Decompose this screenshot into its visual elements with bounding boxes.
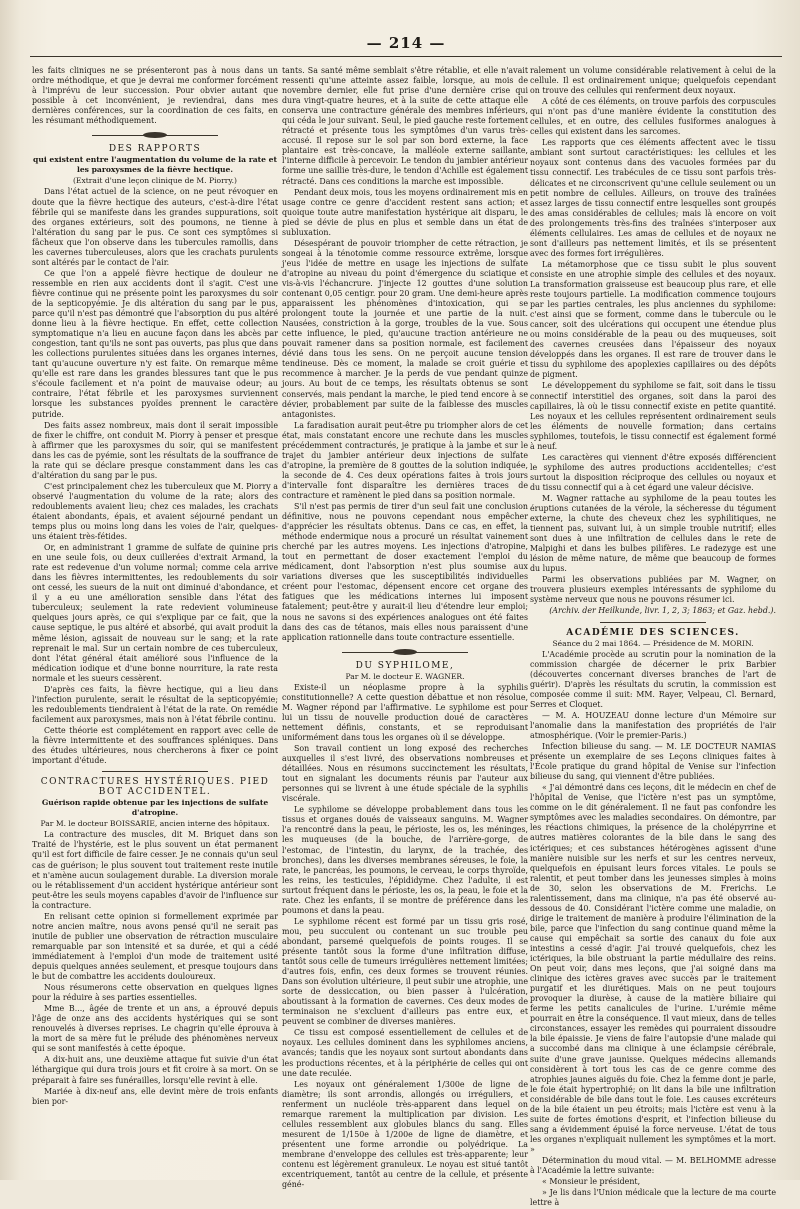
paragraph: Les caractères qui viennent d'être exposés différencient le syphilome des autres productions accidentelles; c'est surtout la disposition réciproque des cellules ou noyaux et du tissu connectif qui a à cet égard une valeur décisive. — [530, 452, 776, 492]
paragraph: Cette théorie est complétement en rapport avec celle de la fièvre intermittente et des souffrances spléniques. Dans des études ultérieures, nous chercherons à fixer ce point important d'étude. — [32, 725, 278, 766]
section-ornament — [342, 649, 468, 655]
paragraph: Or, en administrant 1 gramme de sulfate de quinine pris en une seule fois, ou deux cuillerées d'extrait Armand, la rate est redevenue d'un volume normal; comme cela arrive dans les fièvres intermittentes, les redoublements du soir ont cessé, les sueurs de la nuit ont diminué d'abondance, et il y a eu une amélioration sensible dans l'état des tuberculeux; seulement la rate redevient volumineuse quelques jours après, ce qui s'explique par ce fait, que la cause septique, le pus altéré et absorbé, qui avait produit la même lésion, agissait de nouveau sur le sang; et la rate reprenait le mal. Sur un certain nombre de ces tuberculeux, dont l'état général était amélioré sous l'influence de la médication iodique et d'une bonne nourriture, la rate resta normale et les sueurs cessèrent. — [32, 543, 278, 683]
paragraph: Mme B..., âgée de trente et un ans, a éprouvé depuis l'âge de onze ans des accidents hystériques qui se sont renouvelés à diverses reprises. Le chagrin qu'elle éprouva à la mort de sa mère fut le prélude des phénomènes nerveux qui se sont manifestés à cette époque. — [32, 1004, 278, 1054]
paragraph: Désespérant de pouvoir triompher de cette rétraction, je songeai à la ténotomie comme ressource extrême, lorsque j'eus l'idée de mettre en usage les injections de sulfate d'atropine au niveau du point d'émergence du sciatique et vis-à-vis l'échancrure. J'injecte 12 gouttes d'une solution contenant 0,05 centigr. pour 20 gram. Une demi-heure après apparaissent les phénomènes d'intoxication, qui se prolongent toute la journée et une partie de la nuit. Nausées, constriction à la gorge, troubles de la vue. Sous cette influence, le pied, qu'aucune traction antérieure ne pouvait ramener dans sa position normale, est facilement dévié dans tous les sens. On ne perçoit aucune tension tendineuse. Dès ce moment, la malade se croit guérie et recommence à marcher. Je la perds de vue pendant quinze jours. Au bout de ce temps, les résultats obtenus se sont conservés, mais pendant la marche, le pied tend encore à se dévier, probablement par suite de la faiblesse des muscles antagonistes. — [282, 238, 528, 419]
paragraph: Le syphilome récent est formé par un tissu gris rosé, mou, peu succulent ou contenant un suc trouble peu abondant, parsemé quelquefois de points rouges. Il se présente tantôt sous la forme d'une infiltration diffuse, tantôt sous celle de tumeurs irrégulières nettement limitées; d'autres fois, enfin, ces deux formes se trouvent réunies. Dans son évolution ultérieure, il peut subir une atrophie, une sorte de dessiccation, ou bien passer à l'ulcération, aboutissant à la formation de cavernes. Ces deux modes de terminaison ne s'excluent d'ailleurs pas entre eux, et peuvent se combiner de diverses manières. — [282, 916, 528, 1027]
paragraph: La contracture des muscles, dit M. Briquet dans son Traité de l'hystérie, est le plus souvent un état permanent qu'il est fort difficile de faire cesser. Je ne connais qu'un seul cas de guérison; le plus souvent tout traitement reste inutile et n'amène aucun soulagement durable. La diversion morale ou le rétablissement d'un accident hystérique antérieur sont peut-être les seuls moyens capables d'avoir de l'influence sur la contracture. — [32, 830, 278, 910]
paragraph: Ce que l'on a appelé fièvre hectique de douleur ne ressemble en rien aux accidents dont il s'agit. C'est une fièvre continue qui ne présente point les paroxysmes du soir de la septicopyémie. Je dis altération du sang par le pus, parce qu'il n'est pas démontré que l'absorption du pus altéré donne lieu à la fièvre hectique. En effet, cette collection symptomatique n'a lieu en aucune façon dans les abcès par congestion, tant qu'ils ne sont pas ouverts, pas plus que dans les collections purulentes situées dans les organes internes, tant qu'aucune ouverture n'y est faite. On remarque même qu'elle est rare dans les grandes blessures tant que le pus s'écoule facilement et n'a point de mauvaise odeur; au contraire, l'état fébrile et les paroxysmes surviennent lorsque les substances pyoïdes prennent le caractère putride. — [32, 268, 278, 419]
paragraph: Nous résumerons cette observation en quelques lignes pour la réduire à ses parties essentielles. — [32, 983, 278, 1003]
article-byline: Séance du 2 mai 1864. — Présidence de M. MORIN. — [552, 638, 754, 648]
paragraph: Mariée à dix-neuf ans, elle devint mère de trois enfants bien por- — [32, 1086, 278, 1106]
paragraph: En relisant cette opinion si formellement exprimée par notre ancien maître, nous avons pensé qu'il ne serait pas inutile de publier une observation de rétraction musculaire remarquable par son intensité et sa durée, et qui a cédé immédiatement à l'emploi d'un mode de traitement usité depuis quelques années seulement, et presque toujours dans le but de combattre les accidents douloureux. — [32, 911, 278, 982]
article-byline: Par M. le docteur E. WAGNER. — [345, 671, 465, 681]
paragraph: La métamorphose que ce tissu subit le plus souvent consiste en une atrophie simple des cellules et des noyaux. La transformation graisseuse est beaucoup plus rare, et elle reste toujours partielle. La modification commence toujours par les parties centrales, les plus anciennes du syphilome: c'est ainsi que se forment, comme dans le tubercule ou le cancer, soit des ulcérations qui occupent une étendue plus ou moins considérable de la peau ou des muqueuses, soit des cavernes creusées dans l'épaisseur des noyaux développés dans les organes. Il est rare de trouver dans le tissu du syphilome des apoplexies capillaires ou des dépôts de pigment. — [530, 259, 776, 380]
paragraph: D'après ces faits, la fièvre hectique, qui a lieu dans l'infection purulente, serait le résultat de la septicopyémie; les redoublements tiendraient à l'état de la rate. On remédie facilement aux paroxysmes, mais non à l'état fébrile continu. — [32, 684, 278, 724]
paragraph: Le syphilome se développe probablement dans tous les tissus et organes doués de vaisseaux sanguins. M. Wagner l'a rencontré dans la peau, le périoste, les os, les méninges, les muqueuses (de la bouche, de l'arrière-gorge, de l'estomac, de l'intestin, du larynx, de la trachée, des bronches), dans les diverses membranes séreuses, le foie, la rate, le pancréas, les poumons, le cerveau, le corps thyroïde, les reins, les testicules, l'épididyme. Chez l'adulte, il est surtout fréquent dans le périoste, les os, la peau, le foie et la rate. Chez les enfants, il se montre de préférence dans les poumons et dans la peau. — [282, 805, 528, 915]
article-subtitle: qui existent entre l'augmentation du volume de la rate et les paroxysmes de la fièvre hectique. — [33, 155, 277, 175]
paragraph: « J'ai démontré dans ces leçons, dit le médecin en chef de l'hôpital de Venise, que l'ictère n'est pas un symptôme, comme on le dit généralement. Il ne faut pas confondre les symptômes avec les maladies secondaires. On démontre, par les réactions chimiques, la présence de la cholépyrrine et autres matières colorantes de la bile dans le sang des ictériques; et ces substances hétérogènes agissent d'une manière nuisible sur les nerfs et sur les centres nerveux, quelquefois en épuisant leurs forces vitales. Le pouls se ralentit, et peut tomber dans les jeunesses simples à moins de 30, selon les observations de M. Frerichs. Le ralentissement, dans ma clinique, n'a pas été observé au-dessous de 40. Considérant l'ictère comme une maladie, on dirige le traitement de manière à produire l'élimination de la bile, parce que l'infection du sang continue quand même la cause qui empêchait sa sortie des canaux du foie aux intestins a cessé d'agir. J'ai trouvé quelquefois, chez les ictériques, la bile obstruant la partie médullaire des reins. On peut voir, dans mes leçons, que j'ai soigné dans ma clinique des ictères graves avec succès par le traitement purgatif et les diurétiques. Mais on ne peut toujours provoquer la diurèse, à cause de la matière biliaire qui ferme les petits canalicules de l'urine. L'urémie même pourrait en être la conséquence. Il vaut mieux, dans de telles circonstances, essayer les remèdes qui pourraient dissoudre la bile épaissie. Je viens de faire l'autopsie d'une malade qui a succombé dans ma clinique à une éclampsie cérébrale, suite d'une grave jaunisse. Quelques médecins allemands considèrent à tort tous les cas de ce genre comme des atrophies jaunes aiguës du foie. Chez la femme dont je parle, le foie était hypertrophié; on lit dans la bile une infiltration considérable de bile dans tout le foie. Les causes excréteurs de la bile étaient un peu étroits; mais l'ictère est venu à la suite de fortes émotions d'esprit, et l'infection bilieuse du sang a évidemment épuisé la force nerveuse. L'état de tous les organes n'expliquait nullement les symptômes et la mort. » — [530, 783, 776, 1154]
article-byline: (Extrait d'une leçon clinique de M. Piorry.) — [72, 176, 238, 186]
article-title: DU SYPHILOME, — [355, 660, 455, 671]
paragraph: — M. A. HOUZEAU donne lecture d'un Mémoire sur l'anomalie dans la manifestation des propriétés de l'air atmosphérique. (Voir le premier-Paris.) — [530, 710, 776, 740]
paragraph: La faradisation aurait peut-être pu triompher alors de cet état, mais constatant encore une rechute dans les muscles précédemment contracturés, je pratique à la jambe et sur le trajet du jambier antérieur deux injections de sulfate d'atropine, la première de 8 gouttes de la solution indiquée, la seconde de 4. Ces deux opérations faites à trois jours d'intervalle font disparaître les dernières traces de contracture et ramènent le pied dans sa position normale. — [282, 420, 528, 500]
section-ornament — [92, 132, 218, 138]
page-edge-shadow — [0, 0, 20, 1180]
paragraph: « Monsieur le président, — [542, 1177, 641, 1187]
column-3 — [530, 66, 776, 1209]
paragraph: ralement un volume considérable relativement à celui de la cellule. Il est ordinairement unique; quelquefois cependant on trouve des cellules qui renferment deux noyaux. — [530, 66, 776, 96]
article-title: ACADÉMIE DES SCIENCES. — [566, 627, 740, 638]
paragraph: » Je lis dans l'Union médicale que la lecture de ma courte lettre à — [530, 1188, 776, 1208]
paragraph: tants. Sa santé même semblait s'être rétablie, et elle n'avait ressenti qu'une atteinte assez faible, lorsque, au mois de novembre dernier, elle fut prise d'une dernière crise qui dura vingt-quatre heures, et à la suite de cette attaque elle conserva une contracture générale des membres inférieurs, qui céda le jour suivant. Seul, le pied gauche reste fortement rétracté et présente tous les symptômes d'un varus très-accusé. Il repose sur le sol par son bord externe, la face plantaire est très-concave, la malléole externe saillante, l'interne difficile à percevoir. Le tendon du jambier antérieur forme une saillie très-dure, le tendon d'Achille est également rétracté. Dans ces conditions la marche est impossible. — [282, 66, 528, 186]
paragraph: Des faits assez nombreux, mais dont il serait impossible de fixer le chiffre, ont conduit M. Piorry à penser et presque à affirmer que les paroxysmes du soir, qui se manifestent dans les cas de pyémie, sont les résultats de la souffrance de la rate qui se déclare presque constamment dans les cas d'altération du sang par le pus. — [32, 420, 278, 480]
section-divider — [600, 622, 706, 623]
article-subtitle: Guérison rapide obtenue par les injections de sulfate d'atropine. — [41, 798, 269, 818]
article-byline: Par M. le docteur BOISSARIE, ancien interne des hôpitaux. — [40, 819, 270, 829]
paragraph: A côté de ces éléments, on trouve parfois des corpuscules qui n'ont pas d'une manière évidente la constitution des cellules, et en outre, des cellules fusiformes analogues à celles qui existent dans les sarcomes. — [530, 97, 776, 137]
page-header — [30, 34, 782, 57]
article-title: DES RAPPORTS — [108, 144, 202, 155]
paragraph: Parmi les observations publiées par M. Wagner, on trouvera plusieurs exemples intéressants de syphilome du système nerveux que nous ne pouvons résumer ici. — [530, 575, 776, 605]
column-1 — [32, 66, 278, 1108]
paragraph: Les rapports que ces éléments affectent avec le tissu ambiant sont surtout caractéristiques: les cellules et les noyaux sont contenus dans des vacuoles formées par du tissu connectif. Les trabécules de ce tissu sont parfois très-délicates et ne circonscrivent qu'une cellule seulement ou un petit nombre de cellules. Ailleurs, on trouve des traînées assez larges de tissu connectif entre lesquelles sont groupés des amas considérables de cellules; mais là encore on voit des prolongements très-fins des traînées s'interposer aux éléments cellulaires. Les amas de cellules et de noyaux ne sont d'ailleurs pas nettement limités, et ils se présentent avec des formes fort irrégulières. — [530, 138, 776, 258]
paragraph: Détermination du moud vital. — M. BELHOMME adresse à l'Académie la lettre suivante: — [530, 1155, 776, 1176]
paragraph: les faits cliniques ne se présenteront pas à nous dans un ordre méthodique, et que je devrai me conformer forcément à l'imprévu de leur succession. Pour obvier autant que possible à cet inconvénient, je reviendrai, dans mes dernières conférences, sur la coordination de ces faits, en les résumant méthodiquement. — [32, 66, 278, 126]
paragraph: A dix-huit ans, une deuxième attaque fut suivie d'un état léthargique qui dura trois jours et fit croire à sa mort. On se préparait à faire ses funérailles, lorsqu'elle revint à elle. — [32, 1055, 278, 1085]
paragraph: C'est principalement chez les tuberculeux que M. Piorry a observé l'augmentation du volume de la rate; alors des redoublements avaient lieu; chez ces malades, les crachats étaient abondants, épais, et avaient séjourné pendant un temps plus ou moins long dans les voies de l'air, quelques-uns étaient très-fétides. — [32, 481, 278, 542]
paragraph: M. Wagner rattache au syphilome de la peau toutes les éruptions cutanées de la vérole, la sécheresse du tégument externe, la chute des cheveux chez les syphilitiques, ne tiennent pas, suivant lui, à un simple trouble nutritif; elles sont dues à une infiltration de cellules dans le rete de Malpighi et dans les bulbes pilifères. Le radezyge est une lésion de même nature, de même que beaucoup de formes du lupus. — [530, 493, 776, 574]
source-citation: (Archiv. der Heilkunde, livr. 1, 2, 3; 1863; et Gaz. hebd.). — [549, 606, 776, 616]
paragraph: Le développement du syphilome se fait, soit dans le tissu connectif interstitiel des organes, soit dans la paroi des capillaires, là où le tissu connectif existe en petite quantité. Les noyaux et les cellules représentent ordinairement seuls les éléments de nouvelle formation; dans certains syphilomes, toutefois, le tissu connectif est également formé à neuf. — [530, 381, 776, 451]
paragraph: Dans l'état actuel de la science, on ne peut révoquer en doute que la fièvre hectique des auteurs, c'est-à-dire l'état fébrile qui se manifeste dans les grandes suppurations, soit des organes extérieurs, soit des poumons, ne tienne à l'altération du sang par le pus. Ce sont ces symptômes si fâcheux que l'on observe dans les tubercules ramollis, dans les cavernes tuberculeuses, alors que les crachats purulents sont altérés par le contact de l'air. — [32, 187, 278, 267]
page-number: — 214 — — [366, 34, 446, 52]
section-divider — [102, 771, 208, 772]
paragraph: Ce tissu est composé essentiellement de cellules et de noyaux. Les cellules dominent dans les syphilomes anciens, avancés; tandis que les noyaux sont surtout abondants dans les productions récentes, et à la périphérie de celles qui ont une date reculée. — [282, 1028, 528, 1078]
article-title: CONTRACTURES HYSTÉRIQUES. PIED BOT ACCIDENTEL. — [40, 777, 270, 798]
paragraph: S'il n'est pas permis de tirer d'un seul fait une conclusion définitive, nous ne pouvons cependant nous empêcher d'apprécier les résultats obtenus. Dans ce cas, en effet, la méthode endermique nous a procuré un résultat vainement cherché par les autres moyens. Les injections d'atropine, tout en permettant de doser exactement l'emploi du médicament, dont l'absorption n'est plus soumise aux variations diverses que les susceptibilités individuelles créent pour l'estomac, dépensent encore cet organe des fatigues que les médications internes lui imposent fatalement; peut-être y aurait-il lieu d'étendre leur emploi; nous ne savons si des expériences analogues ont été faites dans des cas de tétanos, mais elles nous paraissent d'une application rationnelle dans toute contracture essentielle. — [282, 502, 528, 642]
paragraph: Son travail contient un long exposé des recherches auxquelles il s'est livré, des observations nombreuses et détaillées. Nous en résumons succinctement les résultats, tout en signalant les documents réunis par l'auteur aux personnes qui se livrent à une étude spéciale de la syphilis viscérale. — [282, 744, 528, 804]
paragraph: Pendant deux mois, tous les moyens ordinairement mis en usage contre ce genre d'accident restent sans action; et quoique toute autre manifestation hystérique ait disparu, le pied se dévie de plus en plus et semble dans un état de subluxation. — [282, 187, 528, 237]
paragraph: L'Académie procède au scrutin pour la nomination de la commission chargée de décerner le prix Barbier (découvertes concernant diverses branches de l'art de guérir). D'après les résultats du scrutin, la commission est composée comme il suit: MM. Rayer, Velpeau, Cl. Bernard, Serres et Cloquet. — [530, 649, 776, 709]
column-2 — [282, 66, 528, 1191]
paragraph: Existe-il un néoplasme propre à la syphilis constitutionnelle? A cette question débattue et non résolue, M. Wagner répond par l'affirmative. Le syphilome est pour lui un tissu de nouvelle production doué de caractères nettement définis, constants, et se reproduisant uniformément dans tous les organes où il se développe. — [282, 682, 528, 742]
paragraph: Les noyaux ont généralement 1/300e de ligne de diamètre; ils sont arrondis, allongés ou irréguliers, et renferment un nucléole très-apparent dans lequel on remarque rarement la multiplication par division. Les cellules ressemblent aux globules blancs du sang. Elles mesurent de 1/150e à 1/200e de ligne de diamètre, et présentent une forme arrondie ou polyédrique. La membrane d'enveloppe des cellules est très-apparente; leur contenu est légèrement granuleux. Le noyau est situé tantôt excentriquement, tantôt au centre de la cellule, et présente géné- — [282, 1079, 528, 1190]
paragraph: Infection bilieuse du sang. — M. LE DOCTEUR NAMIAS présente un exemplaire de ses Leçons cliniques faites à l'École pratique du grand hôpital de Venise sur l'infection bilieuse du sang, qui viennent d'être publiées. — [530, 742, 776, 782]
